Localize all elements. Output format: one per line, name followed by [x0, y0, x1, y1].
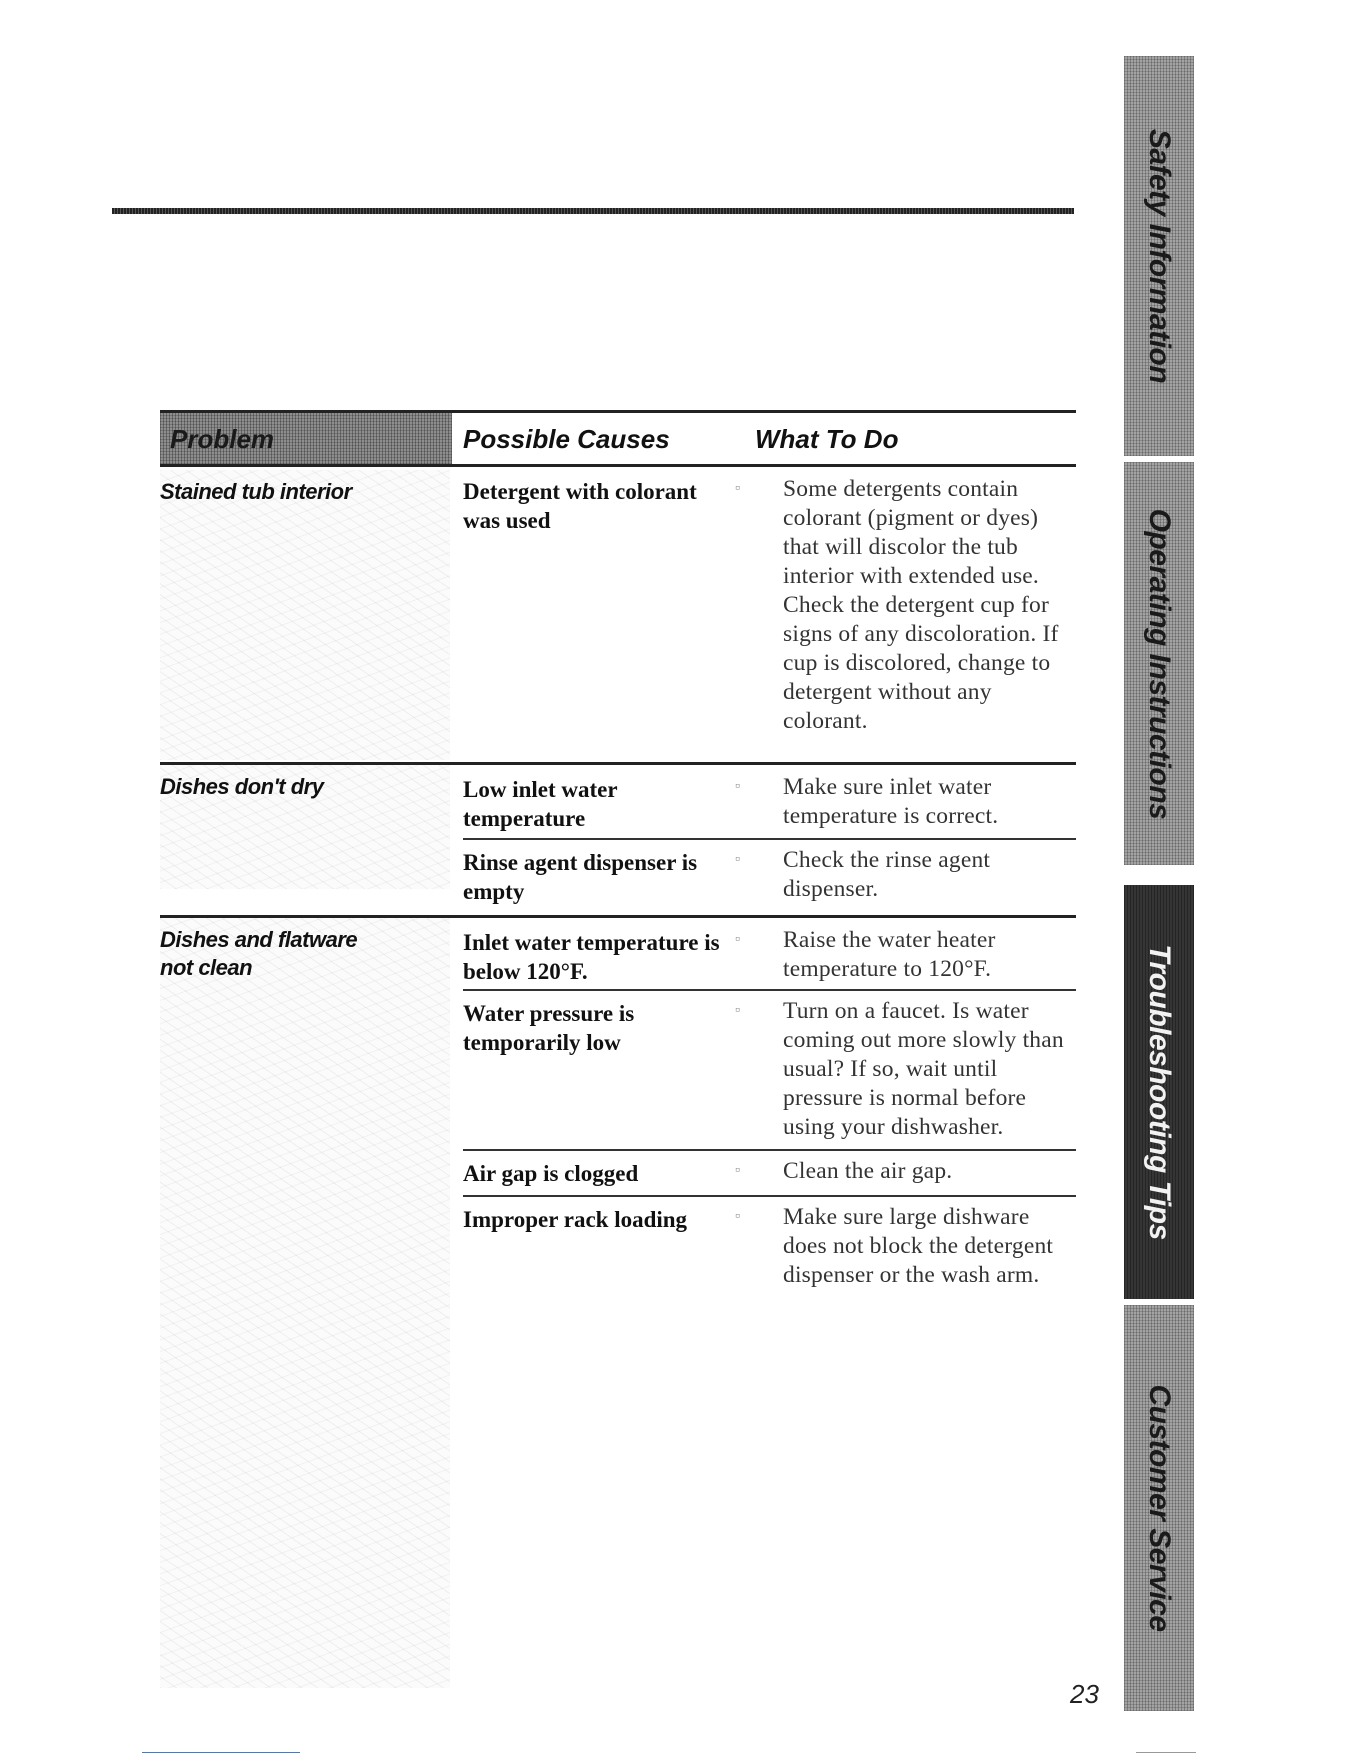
problem-group-dishes-dont-dry [160, 762, 1076, 915]
cause-row [463, 1149, 1076, 1195]
problem-group-not-clean [160, 915, 1076, 1690]
tab-label: Troubleshooting Tips [1143, 944, 1176, 1240]
cause-text: Improper rack loading [463, 1207, 688, 1232]
tab-operating-instructions[interactable] [1124, 462, 1194, 865]
cause-row [463, 989, 1076, 1149]
cause-row [463, 838, 1076, 914]
cause-text: Water pressure is temporarily low [463, 1001, 635, 1055]
what-to-do-text: Turn on a faucet. Is water coming out more slowly than usual? If so, wait until pressure is normal before using your dishwasher. [783, 998, 1064, 1140]
tab-customer-service[interactable] [1124, 1305, 1194, 1711]
cause-row [463, 1195, 1076, 1325]
header-possible-causes: Possible Causes [463, 424, 670, 454]
problem-cell [160, 765, 450, 889]
bullet-icon: ▫ [735, 779, 740, 794]
cause-text: Detergent with colorant was used [463, 479, 697, 533]
problem-cell [160, 470, 450, 760]
header-problem: Problem [170, 424, 275, 454]
row-rule [463, 1149, 1076, 1151]
header-what-to-do: What To Do [755, 424, 899, 454]
bullet-icon: ▫ [735, 1003, 740, 1018]
top-rule [112, 208, 1074, 214]
problem-group-stained-tub [160, 467, 1076, 762]
page-number: 23 [1070, 1679, 1099, 1709]
tab-label: Operating Instructions [1143, 508, 1176, 819]
bottom-rule-left [142, 1752, 300, 1753]
what-to-do-text: Make sure inlet water temperature is correct. [783, 774, 999, 829]
what-to-do-text: Check the rinse agent dispenser. [783, 847, 991, 902]
cause-text: Air gap is clogged [463, 1161, 639, 1186]
what-to-do-text: Clean the air gap. [783, 1158, 953, 1184]
bullet-icon: ▫ [735, 932, 740, 947]
bullet-icon: ▫ [735, 1163, 740, 1178]
what-to-do-text: Raise the water heater temperature to 120°F. [783, 927, 996, 982]
cause-row [463, 765, 1076, 838]
tab-safety-information[interactable] [1124, 56, 1194, 456]
tab-label: Customer Service [1143, 1384, 1176, 1632]
problem-cell [160, 918, 450, 1688]
problem-label: Stained tub interior [160, 479, 352, 504]
tab-label: Safety Information [1143, 128, 1176, 384]
cause-text: Low inlet water temperature [463, 777, 618, 831]
cause-text: Rinse agent dispenser is empty [463, 850, 698, 904]
cause-text: Inlet water temperature is below 120°F. [463, 930, 720, 984]
problem-label: Dishes don't dry [160, 774, 324, 799]
bullet-icon: ▫ [735, 481, 740, 496]
bottom-rule-right [1136, 1752, 1196, 1753]
what-to-do-text: Make sure large dishware does not block the detergent dispenser or the wash arm. [783, 1204, 1054, 1288]
row-rule [463, 838, 1076, 840]
bullet-icon: ▫ [735, 852, 740, 867]
what-to-do-text: Some detergents contain colorant (pigment or dyes) that will discolor the tub interior with extended use. Check the detergent cup for signs of any discoloration. If cup is discolored, change to detergent without any colorant. [783, 476, 1059, 734]
problem-label: Dishes and flatware not clean [160, 927, 358, 980]
row-rule [463, 989, 1076, 991]
section-tabs [1124, 56, 1194, 1711]
row-rule [463, 1195, 1076, 1197]
cause-row [463, 918, 1076, 989]
tab-troubleshooting-tips[interactable] [1124, 885, 1194, 1299]
cause-row [463, 467, 1076, 759]
bullet-icon: ▫ [735, 1209, 740, 1224]
